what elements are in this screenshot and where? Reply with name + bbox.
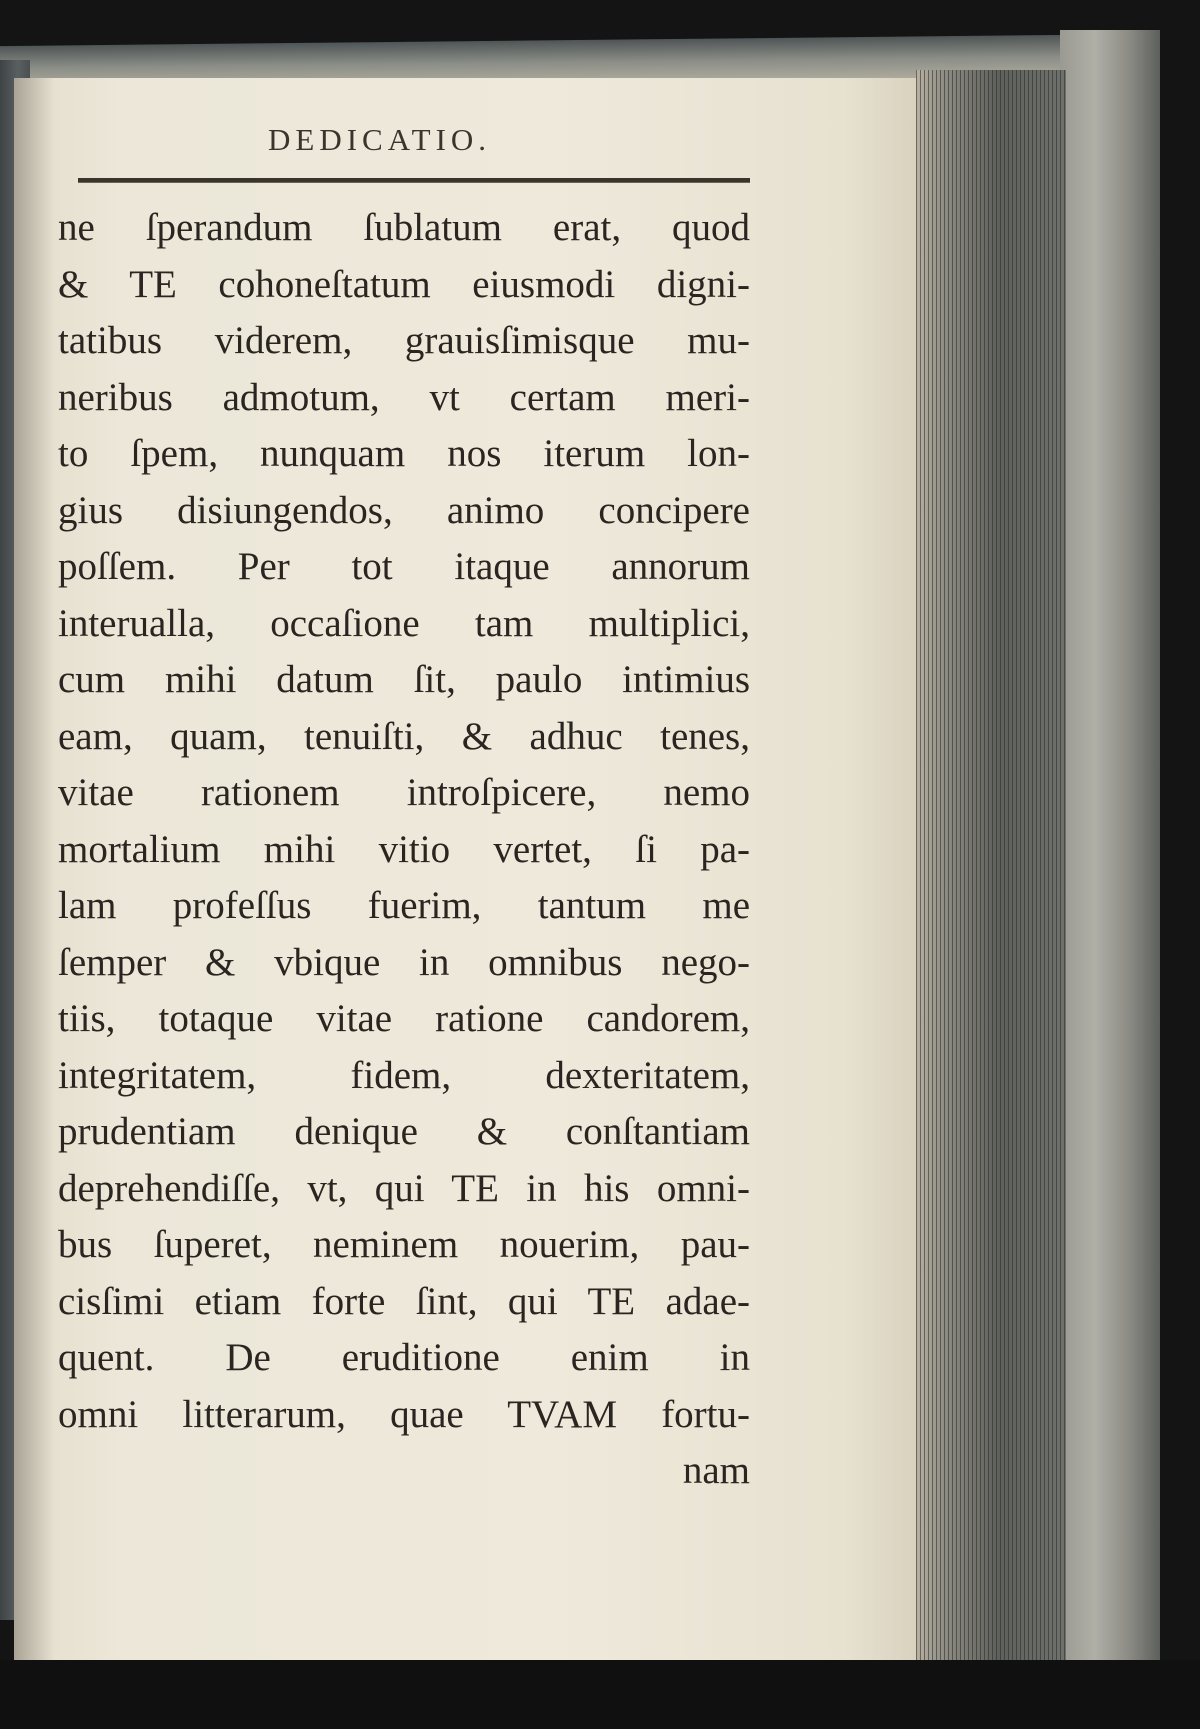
text-line: & TE cohoneſtatum eiusmodi digni- [58, 262, 750, 306]
text-line: ne ſperandum ſublatum erat, quod [58, 206, 750, 249]
text-line: prudentiam denique & conſtantiam [58, 1110, 750, 1153]
text-line: integritatem, fidem, dexteritatem, [58, 1053, 750, 1097]
text-line: poſſem. Per tot itaque annorum [58, 545, 750, 588]
text-line: to ſpem, nunquam nos iterum lon- [58, 432, 750, 475]
text-line: bus ſuperet, neminem nouerim, pau- [58, 1223, 750, 1266]
text-line: cum mihi datum ſit, paulo intimius [58, 658, 750, 701]
text-line: tatibus viderem, grauisſimisque mu- [58, 319, 750, 362]
text-line: gius disiungendos, animo concipere [58, 488, 750, 532]
text-line: mortalium mihi vitio vertet, ſi pa- [58, 827, 750, 871]
page-fore-edge [916, 70, 1066, 1670]
head-rule [78, 178, 750, 183]
text-line: neribus admotum, vt certam meri- [58, 375, 750, 419]
gutter-shadow [14, 78, 54, 1678]
text-line: vitae rationem introſpicere, nemo [58, 771, 750, 814]
text-lines [58, 200, 758, 1500]
text-line: interualla, occaſione tam multiplici, [58, 601, 750, 645]
text-line: lam profeſſus fuerim, tantum me [58, 884, 750, 927]
text-line: tiis, totaque vitae ratione candorem, [58, 997, 750, 1040]
right-cover-board [1060, 30, 1160, 1670]
text-line: cisſimi etiam forte ſint, qui TE adae- [58, 1279, 750, 1323]
running-head: DEDICATIO. [268, 122, 492, 157]
text-line: eam, quam, tenuiſti, & adhuc tenes, [58, 714, 750, 758]
bottom-background [0, 1660, 1200, 1729]
text-line: deprehendiſſe, vt, qui TE in his omni- [58, 1166, 750, 1210]
text-line: ſemper & vbique in omnibus nego- [58, 940, 750, 984]
text-line: quent. De eruditione enim in [58, 1336, 750, 1379]
catchword: nam [682, 1449, 750, 1492]
text-line: omni litterarum, quae TVAM fortu- [58, 1392, 750, 1436]
